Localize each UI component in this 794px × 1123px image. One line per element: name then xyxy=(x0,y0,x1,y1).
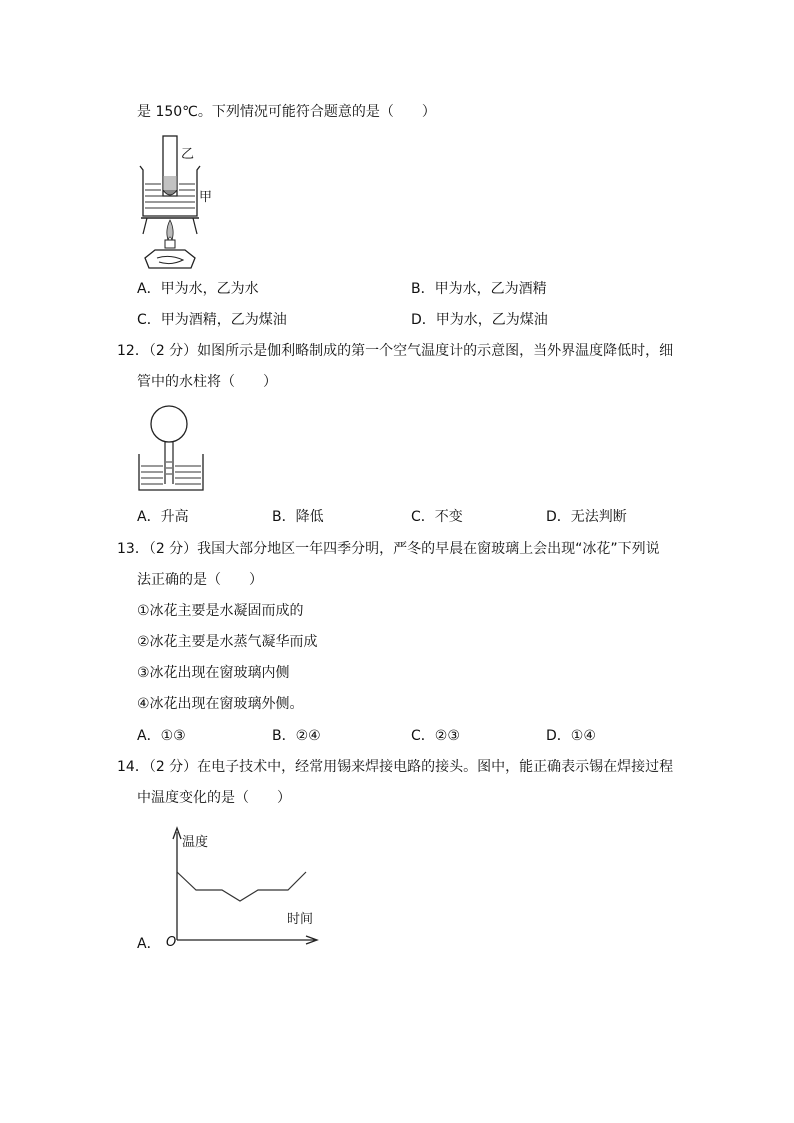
q13-statement-2: ②冰花主要是水蒸气凝华而成 xyxy=(137,634,318,650)
graph-ylabel: 温度 xyxy=(182,835,209,850)
q12-stem-line-2: 管中的水柱将（ ） xyxy=(137,374,277,390)
q14-stem-line-2: 中温度变化的是（ ） xyxy=(137,790,291,806)
q13-option-b[interactable]: B．②④ xyxy=(272,728,321,744)
graph-origin: O xyxy=(166,935,177,950)
q11-option-d[interactable]: D．甲为水，乙为煤油 xyxy=(411,312,548,328)
q13-stem-line-1: 13．（2 分）我国大部分地区一年四季分明，严冬的早晨在窗玻璃上会出现“冰花”下列说 xyxy=(117,541,660,557)
q11-option-a[interactable]: A．甲为水，乙为水 xyxy=(137,281,259,297)
q12-stem-line-1: 12．（2 分）如图所示是伽利略制成的第一个空气温度计的示意图，当外界温度降低时，细 xyxy=(117,343,674,359)
q14-stem-line-1: 14．（2 分）在电子技术中，经常用锡来焊接电路的接头。图中，能正确表示锡在焊接过程 xyxy=(117,759,674,775)
q11-stem-line: 是 150℃。下列情况可能符合题意的是（ ） xyxy=(137,104,436,120)
temperature-curve xyxy=(177,872,306,901)
q12-option-a[interactable]: A．升高 xyxy=(137,509,189,525)
q13-statement-4: ④冰花出现在窗玻璃外侧。 xyxy=(137,696,304,712)
q13-option-d[interactable]: D．①④ xyxy=(546,728,596,744)
alcohol-lamp xyxy=(145,250,195,268)
q12-option-d[interactable]: D．无法判断 xyxy=(546,509,627,525)
label-jia: 甲 xyxy=(199,190,213,205)
graph-xlabel: 时间 xyxy=(287,912,314,927)
q13-statement-3: ③冰花出现在窗玻璃内侧 xyxy=(137,665,290,681)
q13-option-c[interactable]: C．②③ xyxy=(411,728,460,744)
glass-bulb xyxy=(151,406,187,442)
q11-option-b[interactable]: B．甲为水，乙为酒精 xyxy=(411,281,547,297)
label-yi: 乙 xyxy=(181,147,195,162)
q12-option-b[interactable]: B．降低 xyxy=(272,509,324,525)
temperature-time-graph xyxy=(160,822,320,952)
galileo-thermometer-figure xyxy=(137,404,207,494)
q13-statement-1: ①冰花主要是水凝固而成的 xyxy=(137,603,304,619)
q13-stem-line-2: 法正确的是（ ） xyxy=(137,572,263,588)
flame xyxy=(167,220,173,240)
beaker-test-tube-figure xyxy=(135,134,215,274)
q11-option-c[interactable]: C．甲为酒精，乙为煤油 xyxy=(137,312,287,328)
q12-option-c[interactable]: C．不变 xyxy=(411,509,463,525)
q14-option-a[interactable]: A． xyxy=(137,936,161,952)
q13-option-a[interactable]: A．①③ xyxy=(137,728,186,744)
